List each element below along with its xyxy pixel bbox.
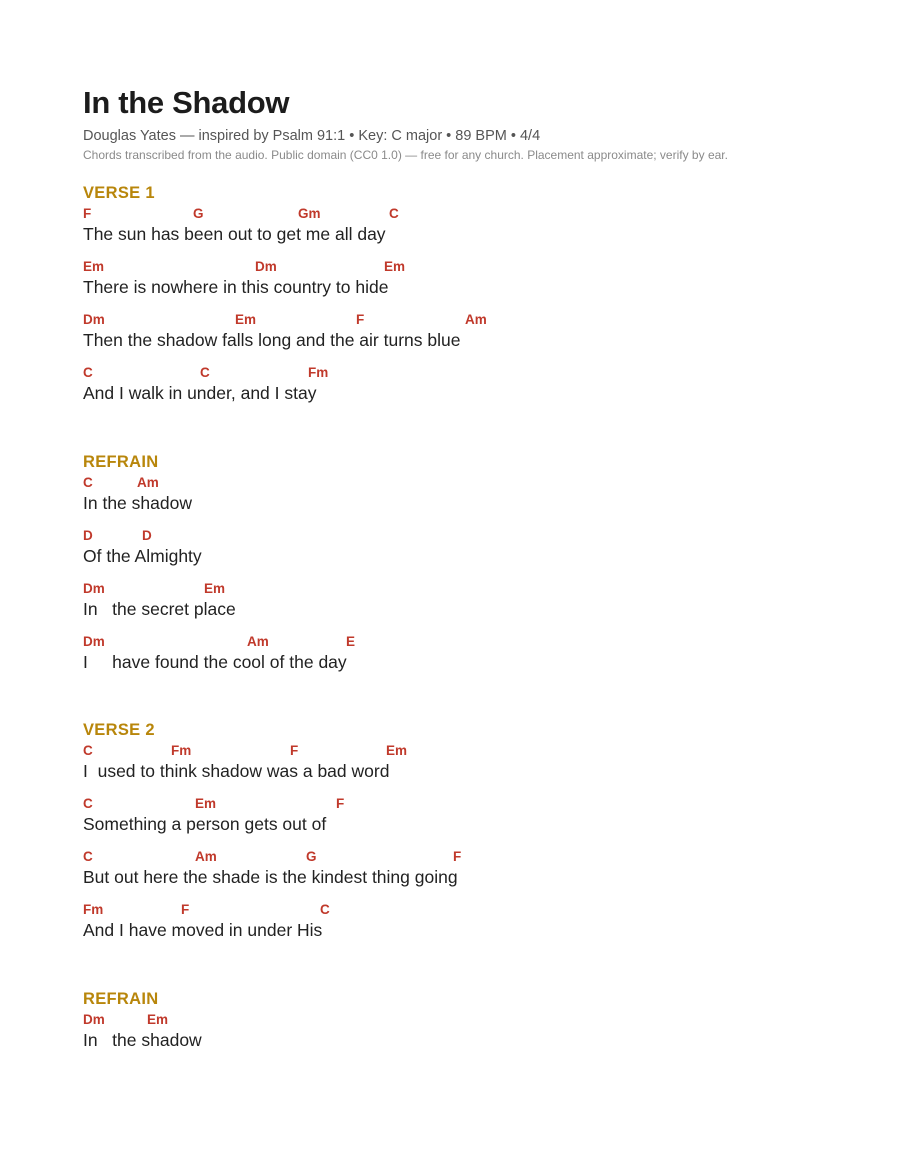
- chord: Dm: [83, 634, 105, 649]
- chord: G: [193, 206, 204, 221]
- lyric-text: And I walk in under, and I stay: [83, 383, 317, 403]
- lyric-text: But out here the shade is the kindest thing going: [83, 867, 458, 887]
- lyric-line: [83, 1009, 843, 1062]
- chord-row: [83, 899, 843, 917]
- chord-row: [83, 256, 843, 274]
- chord-row: [83, 1009, 843, 1027]
- chord-row: [83, 525, 843, 543]
- lyric-line: [83, 578, 843, 631]
- section-title: REFRAIN: [83, 453, 159, 471]
- lyric-text: And I have moved in under His: [83, 920, 323, 940]
- section-refrain-1: [83, 452, 843, 684]
- chord: Em: [147, 1012, 169, 1027]
- lyric-line: [83, 362, 843, 415]
- chord: Dm: [83, 1012, 105, 1027]
- chord: Fm: [171, 743, 192, 758]
- transcription-note: Chords transcribed from the audio. Public domain (CC0 1.0) — free for any church. Placement approximate; verify by ear.: [83, 148, 728, 162]
- chord: F: [336, 796, 345, 811]
- lyric-text: There is nowhere in this country to hide: [83, 277, 389, 297]
- lyric-line: [83, 846, 843, 899]
- chord: F: [83, 206, 92, 221]
- chord: D: [142, 528, 152, 543]
- chord: C: [389, 206, 399, 221]
- chord: Fm: [308, 365, 329, 380]
- song-title: In the Shadow: [83, 85, 290, 120]
- chord: Dm: [255, 259, 277, 274]
- chord: C: [320, 902, 330, 917]
- lyric-line: [83, 203, 843, 256]
- chord: Am: [465, 312, 487, 327]
- chord: F: [356, 312, 365, 327]
- chord-row: [83, 846, 843, 864]
- chord-row: [83, 793, 843, 811]
- chord-row: [83, 362, 843, 380]
- chord: F: [290, 743, 299, 758]
- chord-row: [83, 203, 843, 221]
- lyric-text: I used to think shadow was a bad word: [83, 761, 390, 781]
- chord: Em: [235, 312, 257, 327]
- lyric-line: [83, 525, 843, 578]
- chord-row: [83, 631, 843, 649]
- chord: Am: [247, 634, 269, 649]
- lyric-text: Something a person gets out of: [83, 814, 327, 834]
- chord: C: [83, 743, 93, 758]
- chord: Gm: [298, 206, 321, 221]
- lyric-line: [83, 793, 843, 846]
- chord: C: [83, 475, 93, 490]
- lyric-line: [83, 256, 843, 309]
- chord-row: [83, 309, 843, 327]
- chord: Em: [195, 796, 217, 811]
- song-header: [83, 84, 863, 163]
- chord: Em: [204, 581, 226, 596]
- chord: Em: [386, 743, 408, 758]
- chord: Dm: [83, 581, 105, 596]
- chord: Em: [83, 259, 105, 274]
- chord-row: [83, 578, 843, 596]
- lyric-text: Then the shadow falls long and the air turns blue: [83, 330, 461, 350]
- section-verse-2: [83, 720, 843, 952]
- chord: Em: [384, 259, 406, 274]
- chord: Am: [137, 475, 159, 490]
- chord: F: [181, 902, 190, 917]
- lyric-line: [83, 472, 843, 525]
- chord: D: [83, 528, 93, 543]
- chord: Dm: [83, 312, 105, 327]
- chord: G: [306, 849, 317, 864]
- lyric-line: [83, 631, 843, 684]
- section-title: REFRAIN: [83, 990, 159, 1008]
- lyric-text: In the secret place: [83, 599, 236, 619]
- lyric-text: Of the Almighty: [83, 546, 202, 566]
- chord: C: [83, 849, 93, 864]
- section-refrain-2: [83, 989, 843, 1062]
- lyric-text: In the shadow: [83, 493, 192, 513]
- chord: Am: [195, 849, 217, 864]
- chord-row: [83, 472, 843, 490]
- chord: E: [346, 634, 356, 649]
- section-title: VERSE 2: [83, 721, 155, 739]
- chord: C: [83, 365, 93, 380]
- section-verse-1: [83, 183, 843, 415]
- lyric-text: I have found the cool of the day: [83, 652, 347, 672]
- song-meta: Douglas Yates — inspired by Psalm 91:1 • Key: C major • 89 BPM • 4/4: [83, 128, 541, 144]
- lyric-line: [83, 899, 843, 952]
- chord: C: [83, 796, 93, 811]
- chord: Fm: [83, 902, 104, 917]
- lyric-text: In the shadow: [83, 1030, 202, 1050]
- lyric-line: [83, 740, 843, 793]
- section-title: VERSE 1: [83, 184, 155, 202]
- lyric-line: [83, 309, 843, 362]
- chord: C: [200, 365, 210, 380]
- chord-row: [83, 740, 843, 758]
- lyric-text: The sun has been out to get me all day: [83, 224, 386, 244]
- chord: F: [453, 849, 462, 864]
